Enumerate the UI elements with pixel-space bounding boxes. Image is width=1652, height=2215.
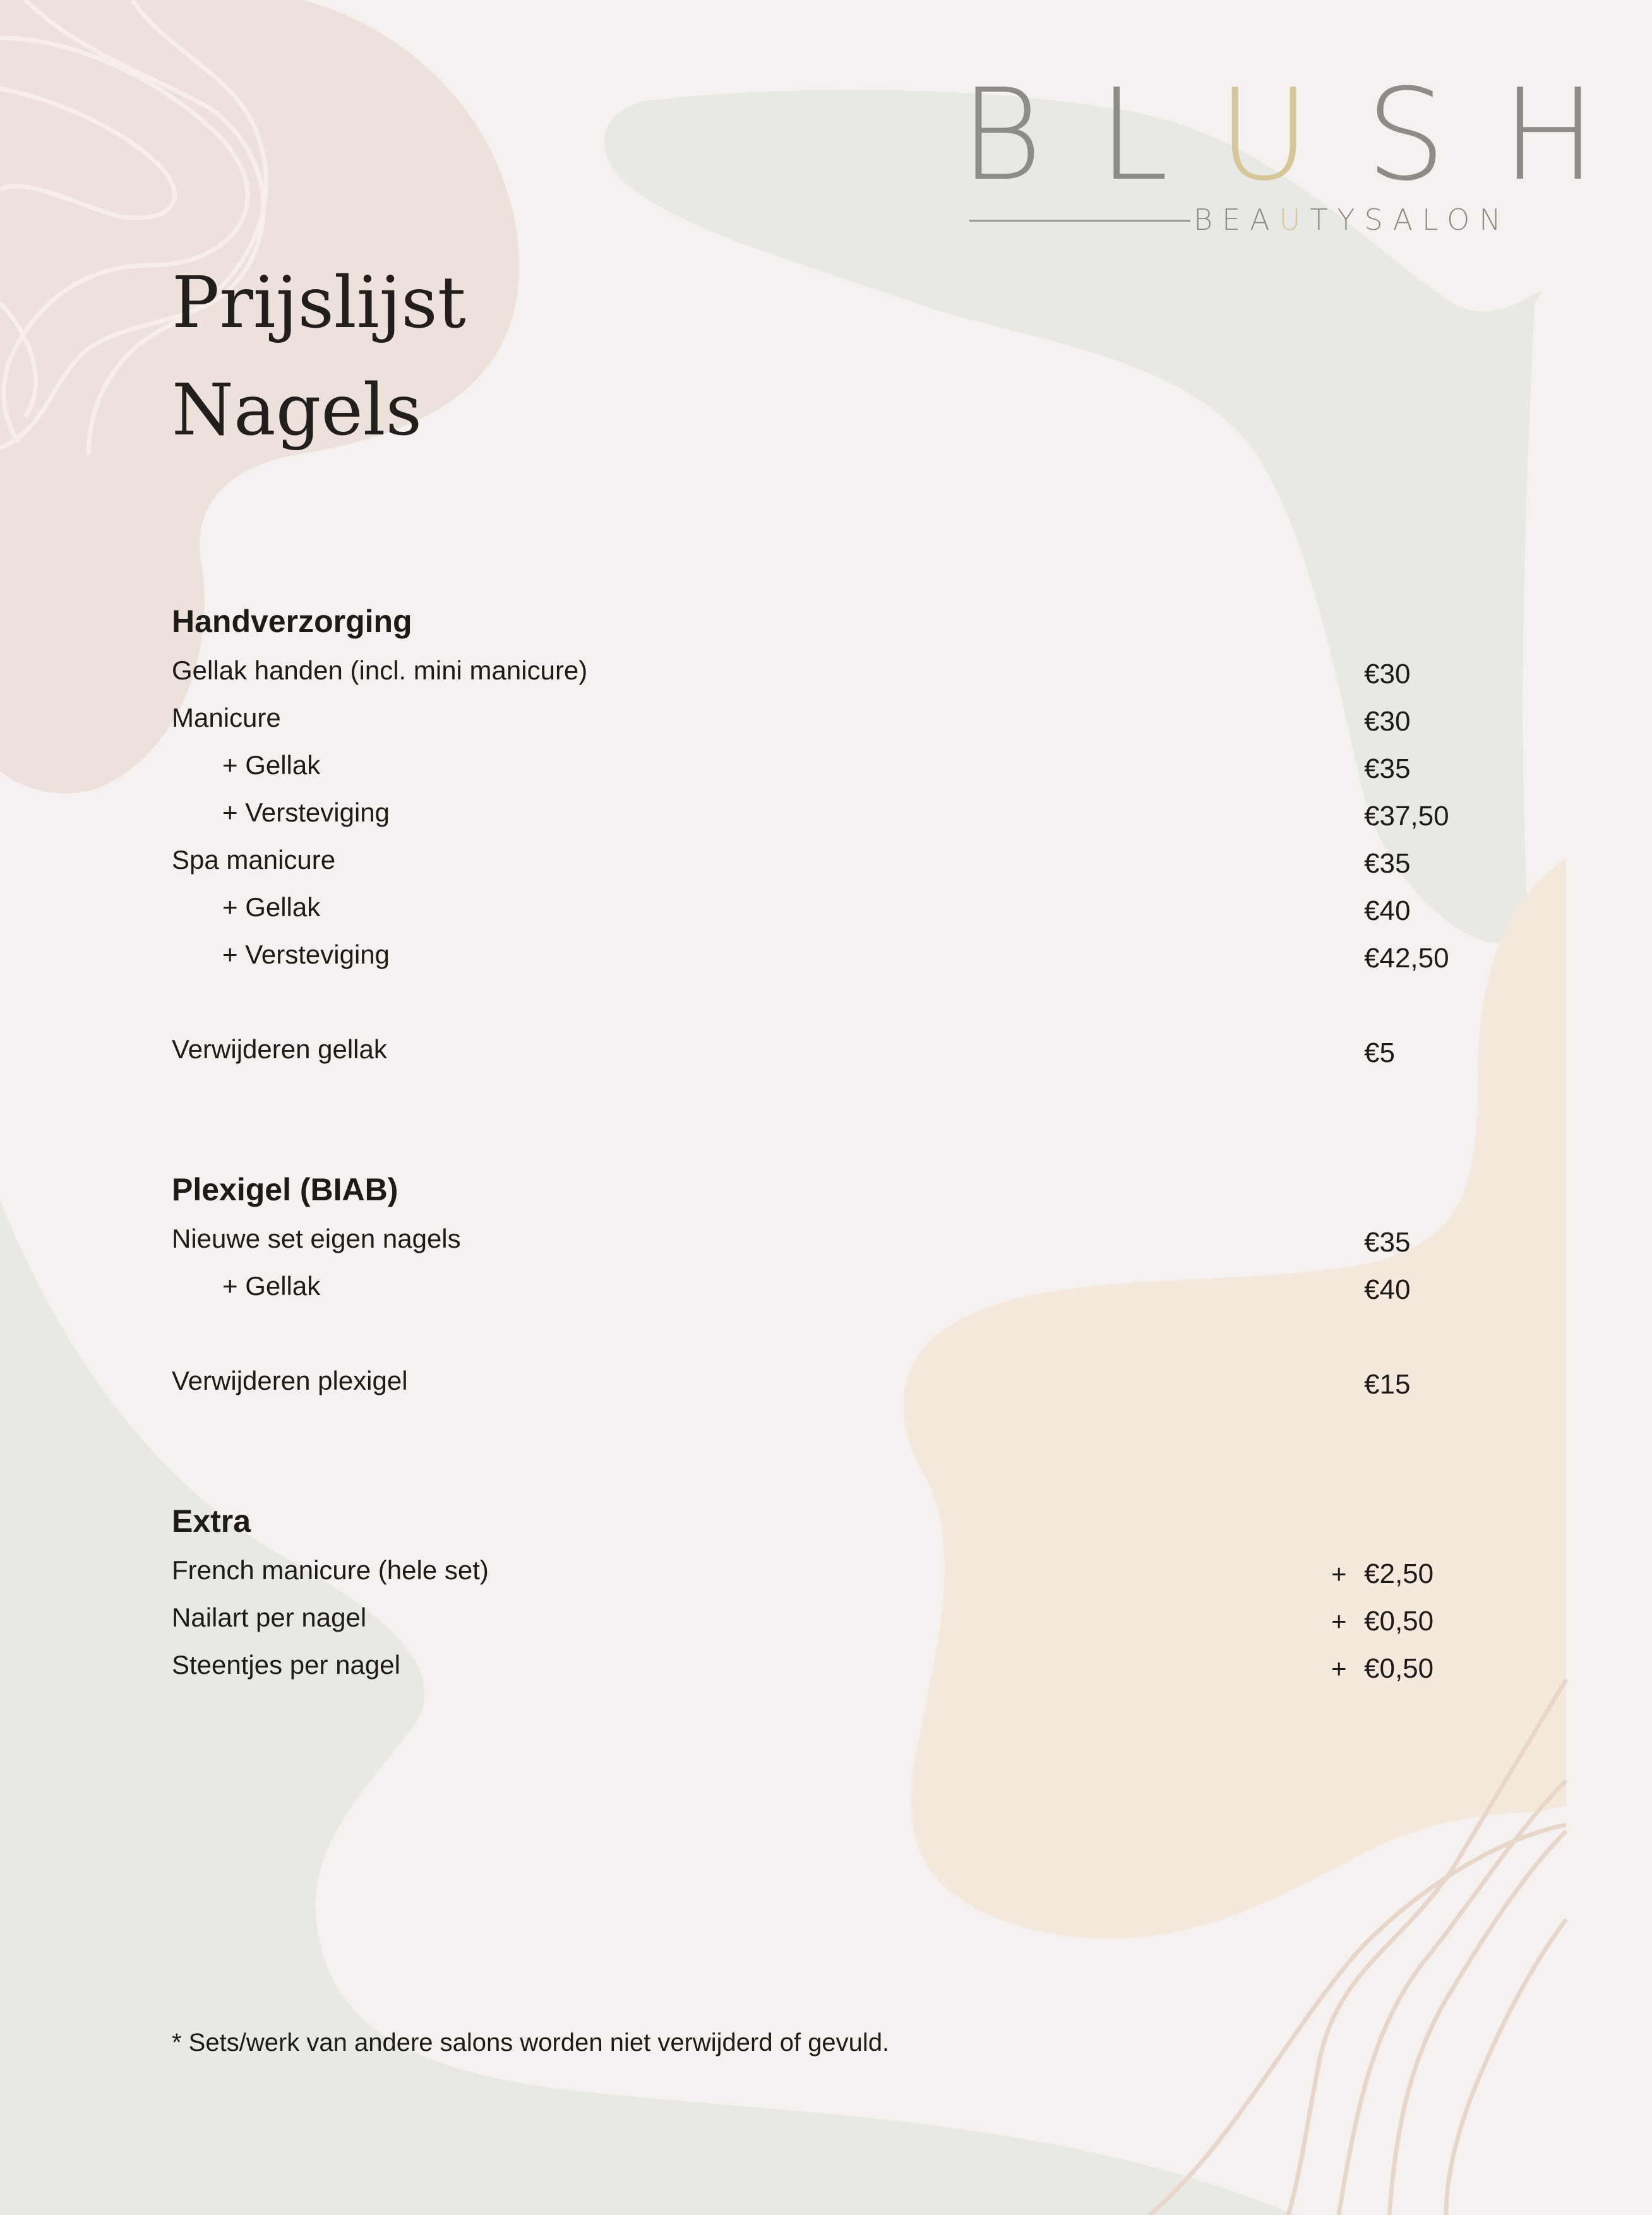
item-name: Manicure bbox=[172, 703, 281, 732]
item-price: €35 bbox=[1364, 848, 1411, 879]
price-row bbox=[0, 1551, 1566, 1589]
item-price: €37,50 bbox=[1364, 801, 1449, 832]
item-name: Verwijderen plexigel bbox=[172, 1366, 408, 1395]
item-price: €2,50 bbox=[1364, 1558, 1434, 1589]
item-name: + Versteviging bbox=[222, 940, 390, 969]
item-price: €0,50 bbox=[1364, 1606, 1434, 1637]
item-price: €40 bbox=[1364, 1274, 1411, 1305]
price-row bbox=[0, 936, 1566, 974]
item-name: Steentjes per nagel bbox=[172, 1650, 400, 1680]
item-price: €0,50 bbox=[1364, 1653, 1434, 1684]
item-price: €42,50 bbox=[1364, 943, 1449, 974]
item-name: + Gellak bbox=[222, 1271, 321, 1301]
price-row bbox=[0, 1220, 1566, 1258]
section-heading-extra: Extra bbox=[172, 1503, 251, 1539]
price-row bbox=[0, 1030, 1566, 1068]
item-price: €35 bbox=[1364, 1227, 1411, 1258]
price-row bbox=[0, 699, 1566, 737]
item-price: €40 bbox=[1364, 895, 1411, 926]
item-name: Nieuwe set eigen nagels bbox=[172, 1224, 461, 1253]
logo-divider bbox=[969, 220, 1190, 222]
footnote: * Sets/werk van andere salons worden niet verwijderd of gevuld. bbox=[172, 2029, 890, 2057]
price-row bbox=[0, 1362, 1566, 1400]
plus-sign: + bbox=[1331, 1606, 1347, 1636]
plus-sign: + bbox=[1331, 1559, 1347, 1589]
brand-name: BLUSH bbox=[960, 62, 1652, 209]
item-price: €30 bbox=[1364, 706, 1411, 737]
item-name: Gellak handen (incl. mini manicure) bbox=[172, 655, 588, 685]
item-price: €30 bbox=[1364, 659, 1411, 690]
price-row bbox=[0, 746, 1566, 784]
item-name: Verwijderen gellak bbox=[172, 1034, 387, 1064]
item-name: French manicure (hele set) bbox=[172, 1555, 489, 1585]
section-heading-plexigel: Plexigel (BIAB) bbox=[172, 1172, 398, 1207]
plus-sign: + bbox=[1331, 1654, 1347, 1683]
page-title-line1: Prijslijst bbox=[172, 262, 466, 344]
item-name: + Versteviging bbox=[222, 797, 390, 827]
brand-logo bbox=[960, 62, 1652, 237]
item-price: €15 bbox=[1364, 1369, 1411, 1400]
price-row bbox=[0, 1599, 1566, 1637]
item-name: Nailart per nagel bbox=[172, 1603, 367, 1632]
item-name: + Gellak bbox=[222, 750, 321, 780]
item-price: €5 bbox=[1364, 1037, 1395, 1068]
brand-subtitle: BEAUTYSALON bbox=[1194, 203, 1511, 237]
item-name: Spa manicure bbox=[172, 845, 336, 875]
price-row bbox=[0, 652, 1566, 690]
section-heading-handverzorging: Handverzorging bbox=[172, 604, 412, 639]
item-price: €35 bbox=[1364, 753, 1411, 784]
price-row bbox=[0, 841, 1566, 879]
price-row bbox=[0, 794, 1566, 832]
price-row bbox=[0, 1646, 1566, 1684]
price-row bbox=[0, 888, 1566, 926]
item-name: + Gellak bbox=[222, 892, 321, 922]
price-row bbox=[0, 1267, 1566, 1305]
page-title-line2: Nagels bbox=[172, 369, 422, 451]
